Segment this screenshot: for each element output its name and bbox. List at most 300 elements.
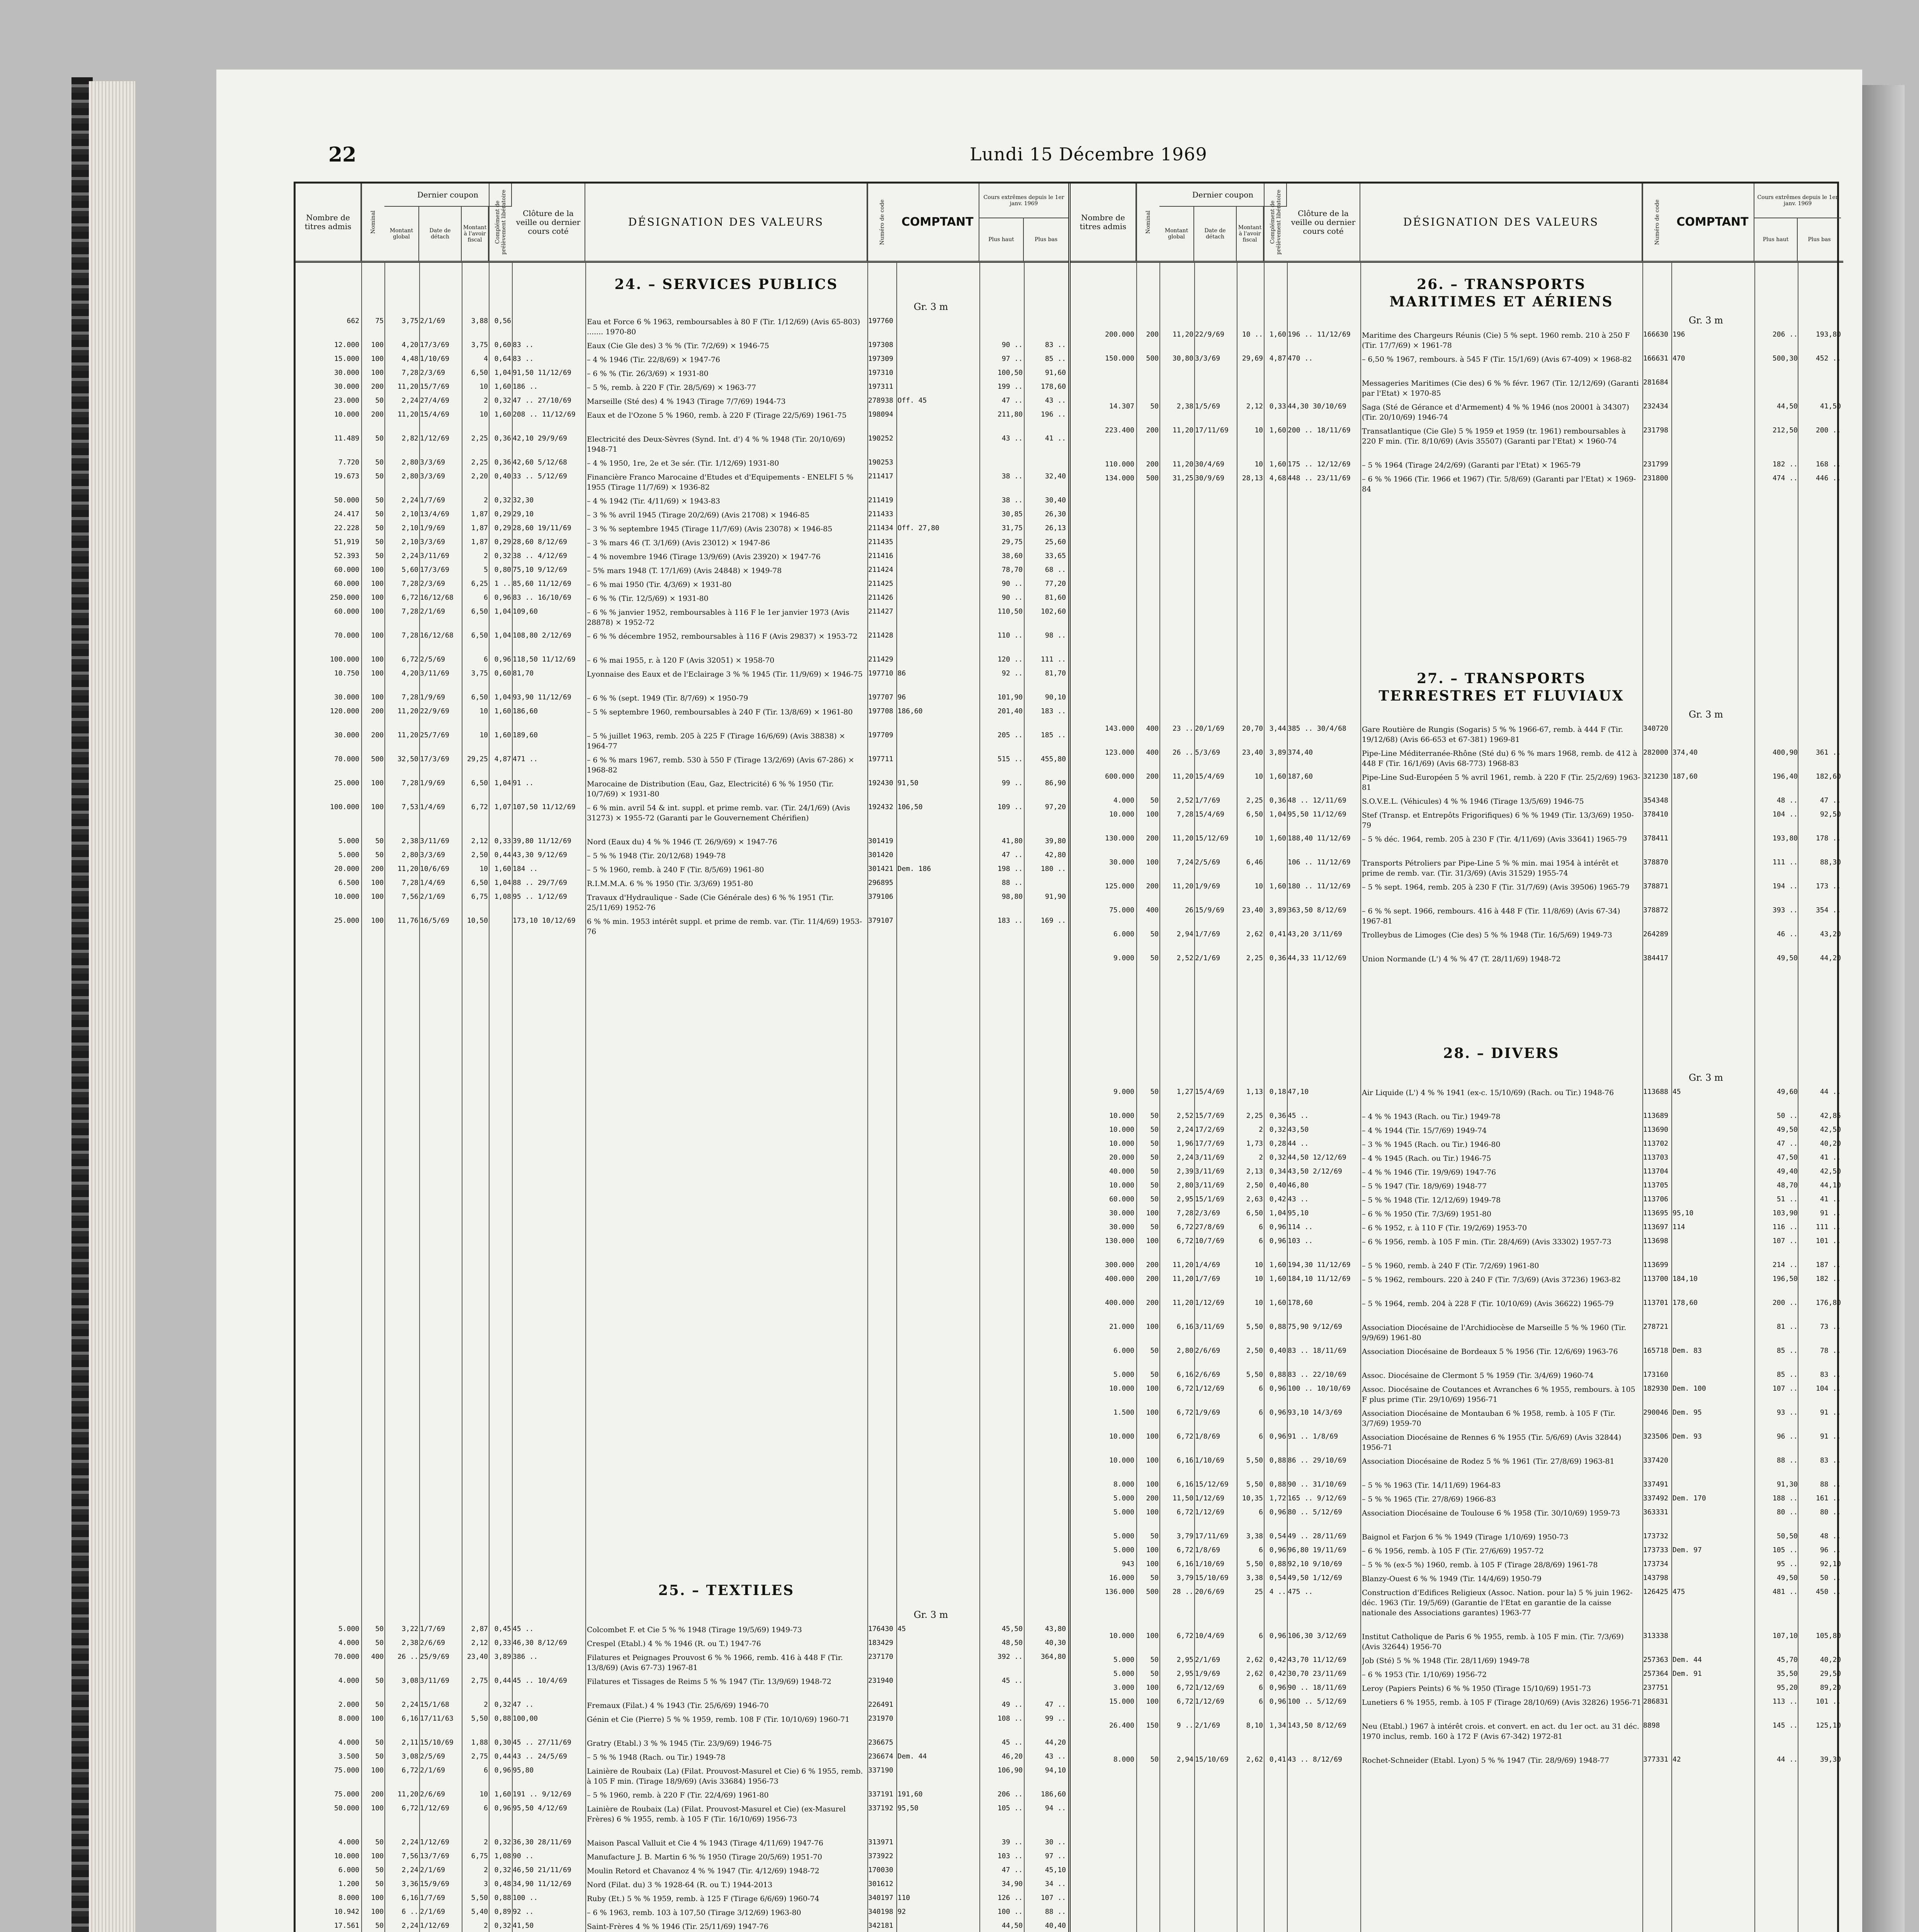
cell-complement: 1,60 <box>494 865 511 873</box>
cell-titres: 110.000 <box>1105 460 1134 468</box>
cell-cloture: 36,30 28/11/69 <box>513 1838 571 1846</box>
cell-code: 176430 <box>868 1625 894 1633</box>
cell-date: 15/9/69 <box>420 1880 449 1888</box>
cell-comptant: Dem. 91 <box>1673 1670 1702 1678</box>
cell-complement: 0,88 <box>494 1894 511 1902</box>
cell-montant: 2,38 <box>1176 402 1193 410</box>
cell-date: 15/9/69 <box>1195 906 1224 914</box>
cell-plus-bas: 50 .. <box>1820 1574 1841 1582</box>
cell-designation: Filatures et Peignages Prouvost 6 % % 1966, remb. 416 à 448 F (Tir. 13/8/69) (Avis 67-73) 1967-81 <box>587 1653 843 1672</box>
cell-complement: 0,96 <box>1269 1223 1286 1231</box>
cell-montant: 7,28 <box>401 369 418 377</box>
cell-cloture: 92 .. <box>513 1908 534 1916</box>
cell-montant: 2,94 <box>1176 1755 1193 1764</box>
cell-plus-bas: 96 .. <box>1820 1546 1841 1554</box>
cell-comptant: Dem. 100 <box>1673 1384 1706 1393</box>
cell-plus-haut: 48,50 <box>1001 1639 1023 1647</box>
cell-designation: Leroy (Papiers Peints) 6 % % 1950 (Tirage 15/10/69) 1951-73 <box>1362 1684 1591 1693</box>
cell-plus-bas: 92,50 <box>1820 810 1841 818</box>
cell-cloture: 109,60 <box>513 607 538 616</box>
cell-titres: 400.000 <box>1105 1275 1134 1283</box>
cell-designation: – 6 % 1956, remb. à 105 F min. (Tir. 28/4/69) (Avis 33302) 1957-73 <box>1362 1238 1611 1246</box>
cell-avoir: 6,50 <box>471 779 488 787</box>
cell-avoir: 2,25 <box>471 458 488 466</box>
cell-cloture: 186 .. <box>513 383 538 391</box>
cell-titres: 130.000 <box>1105 1237 1134 1245</box>
cell-montant: 3,36 <box>401 1880 418 1888</box>
cell-code: 281684 <box>1643 378 1669 386</box>
cell-plus-bas: 30 .. <box>1045 1838 1066 1846</box>
cell-nominal: 50 <box>1150 1153 1159 1162</box>
cell-titres: 143.000 <box>1105 724 1134 733</box>
table-row <box>1071 954 1841 968</box>
cell-titres: 8.000 <box>338 1714 359 1723</box>
cell-titres: 5.000 <box>1113 1670 1134 1678</box>
cell-cloture: 43,50 <box>1288 1126 1309 1134</box>
cell-titres: 5.000 <box>1113 1546 1134 1554</box>
page-number: 22 <box>328 143 357 167</box>
right-shadow <box>1862 85 1905 1932</box>
cell-cloture: 45 .. <box>513 1625 534 1633</box>
cell-montant: 11,20 <box>397 410 418 418</box>
cell-plus-bas: 85 .. <box>1045 355 1066 363</box>
cell-date: 1/7/69 <box>420 1625 445 1633</box>
cell-plus-haut: 35,50 <box>1776 1670 1798 1678</box>
cell-code: 286831 <box>1643 1697 1669 1706</box>
cell-plus-bas: 88 .. <box>1045 1908 1066 1916</box>
cell-nominal: 100 <box>1146 858 1159 866</box>
cell-montant: 2,80 <box>1176 1181 1193 1189</box>
cell-designation: Génin et Cie (Pierre) 5 % % 1959, remb. 108 F (Tir. 10/10/69) 1960-71 <box>587 1715 850 1724</box>
cell-cloture: 93,10 14/3/69 <box>1288 1408 1342 1417</box>
cell-code: 173733 <box>1643 1546 1669 1554</box>
cell-plus-bas: 33,65 <box>1045 552 1066 560</box>
cell-cloture: 45 .. <box>1288 1112 1309 1120</box>
cell-titres: 25.000 <box>334 917 359 925</box>
table-row <box>296 434 1068 458</box>
cell-plus-haut: 98,80 <box>1001 893 1023 901</box>
cell-avoir: 2,62 <box>1246 1670 1263 1678</box>
cell-plus-bas: 178,60 <box>1040 383 1066 391</box>
section-title-26a: 26. – TRANSPORTS <box>1417 276 1586 293</box>
cell-date: 17/11/63 <box>420 1714 454 1723</box>
col-designation: DÉSIGNATION DES VALEURS <box>585 184 867 261</box>
cell-plus-bas: 68 .. <box>1045 566 1066 574</box>
cell-montant: 2,95 <box>1176 1656 1193 1664</box>
cell-plus-haut: 47 .. <box>1001 1866 1023 1874</box>
cell-cloture: 81,70 <box>513 669 534 677</box>
cell-avoir: 10 <box>1254 882 1263 890</box>
cell-nominal: 50 <box>375 1701 384 1709</box>
cell-cloture: 39,80 11/12/69 <box>513 837 571 845</box>
table-row <box>1071 1588 1841 1632</box>
cell-cloture: 28,60 8/12/69 <box>513 538 567 546</box>
table-row <box>1071 930 1841 954</box>
cell-code: 301419 <box>868 837 894 845</box>
cell-avoir: 6 <box>1259 1632 1263 1640</box>
col-montant-avoir: Montant à l'avoir fiscal <box>462 207 489 261</box>
cell-titres: 4.000 <box>338 1639 359 1647</box>
cell-code: 113700 <box>1643 1275 1669 1283</box>
cell-cloture: 471 .. <box>513 755 538 763</box>
cell-nominal: 100 <box>371 607 384 616</box>
cell-designation: Manufacture J. B. Martin 6 % % 1950 (Tirage 20/5/69) 1951-70 <box>587 1853 822 1861</box>
cell-cloture: 83 .. <box>513 341 534 349</box>
cell-complement: 1,60 <box>494 731 511 739</box>
cell-nominal: 500 <box>1146 354 1159 362</box>
cell-plus-haut: 90 .. <box>1001 594 1023 602</box>
cell-montant: 7,53 <box>401 803 418 811</box>
cell-plus-bas: 40,40 <box>1045 1922 1066 1930</box>
cell-montant: 32,50 <box>397 755 418 763</box>
cell-comptant: Dem. 44 <box>1673 1656 1702 1664</box>
cell-designation: Travaux d'Hydraulique - Sade (Cie Générale des) 6 % % 1951 (Tir. 25/11/69) 1952-76 <box>587 893 834 912</box>
cell-designation: – 3 % % avril 1945 (Tirage 20/2/69) (Avis 21708) × 1946-85 <box>587 511 810 519</box>
cell-code: 192430 <box>868 779 894 787</box>
cell-cloture: 175 .. 12/12/69 <box>1288 460 1351 468</box>
cell-complement: 1,60 <box>1269 772 1286 781</box>
cell-plus-bas: 169 .. <box>1040 917 1066 925</box>
col-numero-code: Numéro de code <box>1642 184 1671 261</box>
table-row <box>296 1894 1068 1908</box>
cell-cloture: 88 .. 29/7/69 <box>513 879 567 887</box>
cell-date: 2/5/69 <box>420 1752 445 1760</box>
cell-plus-haut: 80 .. <box>1776 1508 1798 1516</box>
col-date-detach: Date de détach <box>419 207 462 261</box>
cell-plus-haut: 47 .. <box>1776 1139 1798 1148</box>
cell-cloture: 34,90 11/12/69 <box>513 1880 571 1888</box>
cell-cloture: 30,70 23/11/69 <box>1288 1670 1346 1678</box>
cell-designation: – 6 % % (sept. 1949 (Tir. 8/7/69) × 1950-79 <box>587 694 748 702</box>
cell-code: 197710 <box>868 669 894 677</box>
cell-date: 1/12/69 <box>1195 1299 1224 1307</box>
cell-complement: 1,60 <box>494 1790 511 1798</box>
cell-code: 373922 <box>868 1852 894 1860</box>
table-row <box>296 879 1068 893</box>
cell-comptant: 178,60 <box>1673 1299 1698 1307</box>
cell-plus-haut: 101,90 <box>997 693 1023 701</box>
cell-nominal: 100 <box>1146 1546 1159 1554</box>
cell-titres: 12.000 <box>334 341 359 349</box>
cell-comptant: Dem. 93 <box>1673 1432 1702 1440</box>
cell-plus-bas: 91 .. <box>1820 1408 1841 1417</box>
cell-complement: 3,44 <box>1269 724 1286 733</box>
cell-code: 337190 <box>868 1766 894 1774</box>
cell-avoir: 10 <box>479 865 488 873</box>
cell-montant: 6,72 <box>1176 1697 1193 1706</box>
cell-nominal: 100 <box>371 566 384 574</box>
cell-code: 264289 <box>1643 930 1669 938</box>
cell-montant: 11,20 <box>397 383 418 391</box>
cell-cloture: 184 .. <box>513 865 538 873</box>
cell-complement: 0,64 <box>494 355 511 363</box>
cell-plus-haut: 214 .. <box>1772 1261 1798 1269</box>
cell-plus-haut: 120 .. <box>997 655 1023 663</box>
cell-cloture: 86 .. 29/10/69 <box>1288 1456 1346 1464</box>
cell-montant: 3,22 <box>401 1625 418 1633</box>
cell-montant: 31,25 <box>1172 474 1193 482</box>
cell-complement: 0,36 <box>1269 796 1286 804</box>
cell-complement: 0,96 <box>1269 1508 1286 1516</box>
cell-date: 17/3/69 <box>420 755 449 763</box>
cell-code: 113706 <box>1643 1195 1669 1203</box>
section-title-27b: TERRESTRES ET FLUVIAUX <box>1378 688 1624 704</box>
cell-avoir: 2 <box>484 1701 488 1709</box>
cell-designation: Union Normande (L') 4 % % 47 (T. 28/11/69) 1948-72 <box>1362 955 1561 963</box>
cell-titres: 19.673 <box>334 472 359 480</box>
cell-date: 2/1/69 <box>420 1866 445 1874</box>
cell-titres: 14.307 <box>1109 402 1134 410</box>
cell-plus-bas: 83 .. <box>1045 341 1066 349</box>
cell-plus-haut: 211,80 <box>997 410 1023 418</box>
cell-cloture: 29,10 <box>513 510 534 518</box>
cell-designation: – 5 % 1964, remb. 204 à 228 F (Tir. 10/10/69) (Avis 36622) 1965-79 <box>1362 1299 1614 1308</box>
cell-montant: 11,20 <box>1172 882 1193 890</box>
cell-plus-haut: 212,50 <box>1772 426 1798 434</box>
cell-date: 2/5/69 <box>1195 858 1220 866</box>
cell-code: 384417 <box>1643 954 1669 962</box>
cell-plus-bas: 168 .. <box>1815 460 1841 468</box>
cell-montant: 11,20 <box>1172 834 1193 842</box>
cell-montant: 7,56 <box>401 1852 418 1860</box>
cell-designation: Baignol et Farjon 6 % % 1949 (Tirage 1/10/69) 1950-73 <box>1362 1533 1569 1541</box>
cell-cloture: 47,10 <box>1288 1088 1309 1096</box>
cell-avoir: 2,50 <box>1246 1347 1263 1355</box>
cell-plus-bas: 89,20 <box>1820 1684 1841 1692</box>
cell-complement: 0,32 <box>494 396 511 405</box>
cell-plus-bas: 101 .. <box>1815 1237 1841 1245</box>
cell-designation: – 5 % % (ex-5 %) 1960, remb. à 105 F (Tirage 28/8/69) 1961-78 <box>1362 1561 1598 1569</box>
cell-code: 290046 <box>1643 1408 1669 1417</box>
cell-cloture: 178,60 <box>1288 1299 1313 1307</box>
cell-code: 301420 <box>868 851 894 859</box>
cell-code: 337492 <box>1643 1494 1669 1502</box>
cell-montant: 11,20 <box>397 707 418 715</box>
cell-complement: 4,87 <box>494 755 511 763</box>
cell-designation: Lunetiers 6 % 1955, remb. à 105 F (Tirage 28/10/69) (Avis 32826) 1956-71 <box>1362 1698 1641 1707</box>
cell-avoir: 5,50 <box>471 1894 488 1902</box>
cell-cloture: 45 .. 10/4/69 <box>513 1677 567 1685</box>
cell-avoir: 10 <box>1254 1275 1263 1283</box>
cell-complement: 0,28 <box>1269 1139 1286 1148</box>
cell-montant: 7,56 <box>401 893 418 901</box>
table-row <box>296 1677 1068 1701</box>
table-row <box>1071 1656 1841 1670</box>
table-row <box>1071 1237 1841 1261</box>
cell-date: 2/1/69 <box>420 893 445 901</box>
cell-complement: 0,32 <box>494 496 511 504</box>
cell-plus-haut: 111 .. <box>1772 858 1798 866</box>
cell-avoir: 10 <box>1254 460 1263 468</box>
cell-plus-haut: 92 .. <box>1001 669 1023 677</box>
cell-titres: 17.561 <box>334 1922 359 1930</box>
cell-cloture: 363,50 8/12/69 <box>1288 906 1346 914</box>
col-montant-global: Montant global <box>384 207 419 261</box>
cell-date: 1/4/69 <box>420 803 445 811</box>
table-row <box>1071 1323 1841 1347</box>
table-row <box>1071 1223 1841 1237</box>
cell-plus-haut: 88 .. <box>1776 1456 1798 1464</box>
cell-complement: 1,60 <box>1269 460 1286 468</box>
cell-plus-haut: 81 .. <box>1776 1323 1798 1331</box>
group-label: Gr. 3 m <box>914 1609 948 1620</box>
cell-nominal: 200 <box>1146 882 1159 890</box>
cell-nominal: 100 <box>371 1852 384 1860</box>
cell-designation: Transatlantique (Cie Gle) 5 % 1959 et 1959 (tr. 1961) remboursables à 220 F min. (Tir. 8/10/69) (Avis 35507) (Garanti par l'Etat) × 1960-74 <box>1362 427 1626 446</box>
cell-nominal: 100 <box>1146 1508 1159 1516</box>
cell-plus-bas: 44,10 <box>1820 1181 1841 1189</box>
table-row <box>296 631 1068 655</box>
cell-cloture: 75,10 9/12/69 <box>513 566 567 574</box>
cell-designation: – 3 % % 1945 (Rach. ou Tir.) 1946-80 <box>1362 1140 1501 1149</box>
cell-code: 197308 <box>868 341 894 349</box>
cell-complement: 0,96 <box>1269 1697 1286 1706</box>
col-plus-bas: Plus bas <box>1034 236 1058 243</box>
col-titres: Nombre de titres admis <box>296 184 361 261</box>
cell-titres: 120.000 <box>330 707 359 715</box>
cell-nominal: 200 <box>371 410 384 418</box>
cell-cloture: 188,40 11/12/69 <box>1288 834 1351 842</box>
cell-cloture: 107,50 11/12/69 <box>513 803 576 811</box>
cell-date: 20/1/69 <box>1195 724 1224 733</box>
cell-nominal: 100 <box>371 1804 384 1812</box>
cell-nominal: 200 <box>1146 1494 1159 1502</box>
cell-code: 211429 <box>868 655 894 663</box>
cell-avoir: 10,50 <box>467 917 488 925</box>
cell-designation: Trolleybus de Limoges (Cie des) 5 % % 1948 (Tir. 16/5/69) 1949-73 <box>1362 931 1612 939</box>
cell-avoir: 10 <box>1254 1261 1263 1269</box>
cell-designation: Construction d'Edifices Religieux (Assoc. Nation. pour la) 5 % juin 1962-déc. 1963 (Tir. 19/5/69) (Garantie de l'Etat en garantie de la caisse nationale des Associations garantes) 1963-77 <box>1362 1588 1633 1617</box>
cell-nominal: 50 <box>375 837 384 845</box>
cell-date: 15/12/69 <box>1195 1480 1229 1488</box>
cell-comptant: 95,10 <box>1673 1209 1694 1217</box>
cell-plus-bas: 185 .. <box>1040 731 1066 739</box>
cell-cloture: 470 .. <box>1288 354 1313 362</box>
cell-complement: 1,07 <box>494 803 511 811</box>
cell-nominal: 50 <box>375 1838 384 1846</box>
cell-montant: 2,24 <box>401 1838 418 1846</box>
cell-date: 15/12/69 <box>1195 834 1229 842</box>
cell-nominal: 100 <box>1146 1237 1159 1245</box>
cell-plus-haut: 108 .. <box>997 1714 1023 1723</box>
cell-code: 143798 <box>1643 1574 1669 1582</box>
cell-cloture: 43 .. <box>1288 1195 1309 1203</box>
cell-designation: Association Diocésaine de Montauban 6 % 1958, remb. à 105 F (Tir. 3/7/69) 1959-70 <box>1362 1409 1616 1428</box>
cell-avoir: 10 <box>1254 834 1263 842</box>
cell-date: 2/1/69 <box>420 1766 445 1774</box>
table-row <box>1071 1126 1841 1139</box>
cell-montant: 2,11 <box>401 1738 418 1747</box>
cell-complement: 1,60 <box>1269 882 1286 890</box>
cell-designation: – 4 % 1946 (Tir. 22/8/69) × 1947-76 <box>587 355 720 364</box>
cell-avoir: 2 <box>484 1922 488 1930</box>
cell-nominal: 50 <box>375 458 384 466</box>
cell-plus-bas: 41 .. <box>1820 1153 1841 1162</box>
cell-montant: 2,10 <box>401 510 418 518</box>
cell-code: 321230 <box>1643 772 1669 781</box>
cell-titres: 300.000 <box>1105 1261 1134 1269</box>
cell-cloture: 38 .. 4/12/69 <box>513 552 567 560</box>
table-row <box>296 552 1068 566</box>
cell-montant: 11,20 <box>1172 1275 1193 1283</box>
cell-cloture: 45 .. 27/11/69 <box>513 1738 571 1747</box>
cell-code: 165718 <box>1643 1347 1669 1355</box>
cell-nominal: 50 <box>375 851 384 859</box>
cell-code: 340197 <box>868 1894 894 1902</box>
cell-complement: 0,40 <box>1269 1181 1286 1189</box>
cell-designation: – 6 % % mars 1967, remb. 530 à 550 F (Tirage 13/2/69) (Avis 67-286) × 1968-82 <box>587 756 855 774</box>
cell-montant: 7,28 <box>401 693 418 701</box>
cell-avoir: 2 <box>1259 1126 1263 1134</box>
cell-avoir: 6,25 <box>471 580 488 588</box>
cell-designation: – 4 % novembre 1946 (Tirage 13/9/69) (Avis 23920) × 1947-76 <box>587 553 821 561</box>
cell-code: 8898 <box>1643 1721 1660 1730</box>
cell-nominal: 50 <box>1150 1656 1159 1664</box>
cell-cloture: 114 .. <box>1288 1223 1313 1231</box>
cell-avoir: 2,12 <box>471 1639 488 1647</box>
cell-complement: 0,40 <box>1269 1347 1286 1355</box>
cell-comptant: 42 <box>1673 1755 1681 1764</box>
cell-date: 1/9/69 <box>420 693 445 701</box>
cell-titres: 60.000 <box>334 607 359 616</box>
cell-designation: Maritime des Chargeurs Réunis (Cie) 5 % sept. 1960 remb. 210 à 250 F (Tir. 17/7/69) × 1961-78 <box>1362 331 1630 350</box>
cell-avoir: 5,50 <box>1246 1371 1263 1379</box>
cell-montant: 6,72 <box>1176 1432 1193 1440</box>
table-row <box>296 1625 1068 1639</box>
cell-montant: 2,80 <box>401 458 418 466</box>
cell-nominal: 50 <box>1150 1670 1159 1678</box>
cell-montant: 4,20 <box>401 341 418 349</box>
cell-code: 211419 <box>868 496 894 504</box>
cell-complement: 1,60 <box>494 707 511 715</box>
cell-comptant: Dem. 44 <box>897 1752 927 1760</box>
cell-plus-haut: 481 .. <box>1772 1588 1798 1596</box>
table-row <box>296 1752 1068 1766</box>
cell-plus-bas: 91 .. <box>1820 1432 1841 1440</box>
cell-comptant: Dem. 186 <box>897 865 931 873</box>
cell-titres: 3.500 <box>338 1752 359 1760</box>
cell-plus-haut: 193,80 <box>1772 834 1798 842</box>
cell-date: 22/9/69 <box>1195 330 1224 338</box>
cell-designation: – 6 % % 1950 (Tir. 7/3/69) 1951-80 <box>1362 1210 1492 1218</box>
cell-complement: 0,96 <box>1269 1384 1286 1393</box>
cell-code: 337420 <box>1643 1456 1669 1464</box>
cell-date: 17/3/69 <box>420 566 449 574</box>
cell-designation: – 6,50 % 1967, rembours. à 545 F (Tir. 15/1/69) (Avis 67-409) × 1968-82 <box>1362 355 1632 364</box>
cell-complement: 4,87 <box>1269 354 1286 362</box>
cell-titres: 50.000 <box>334 496 359 504</box>
cell-montant: 6,72 <box>1176 1223 1193 1231</box>
cell-designation: – 5 % % 1965 (Tir. 27/8/69) 1966-83 <box>1362 1495 1496 1503</box>
cell-plus-haut: 107 .. <box>1772 1384 1798 1393</box>
cell-plus-haut: 44 .. <box>1776 1755 1798 1764</box>
cell-nominal: 50 <box>375 510 384 518</box>
cell-montant: 11,50 <box>1172 1494 1193 1502</box>
cell-designation: R.I.M.M.A. 6 % % 1950 (Tir. 3/3/69) 1951-80 <box>587 879 753 888</box>
cell-plus-bas: 98 .. <box>1045 631 1066 639</box>
cell-date: 1/12/69 <box>1195 1697 1224 1706</box>
cell-plus-bas: 26,13 <box>1045 524 1066 532</box>
cell-plus-haut: 45,70 <box>1776 1656 1798 1664</box>
cell-avoir: 2,62 <box>1246 1755 1263 1764</box>
cell-plus-haut: 107 .. <box>1772 1237 1798 1245</box>
cell-montant: 7,28 <box>1176 810 1193 818</box>
cell-code: 211424 <box>868 566 894 574</box>
cell-cloture: 180 .. 11/12/69 <box>1288 882 1351 890</box>
cell-plus-haut: 116 .. <box>1772 1223 1798 1231</box>
cell-designation: – 5 % juillet 1963, remb. 205 à 225 F (Tirage 16/6/69) (Avis 38838) × 1964-77 <box>587 732 845 750</box>
cell-nominal: 100 <box>371 779 384 787</box>
